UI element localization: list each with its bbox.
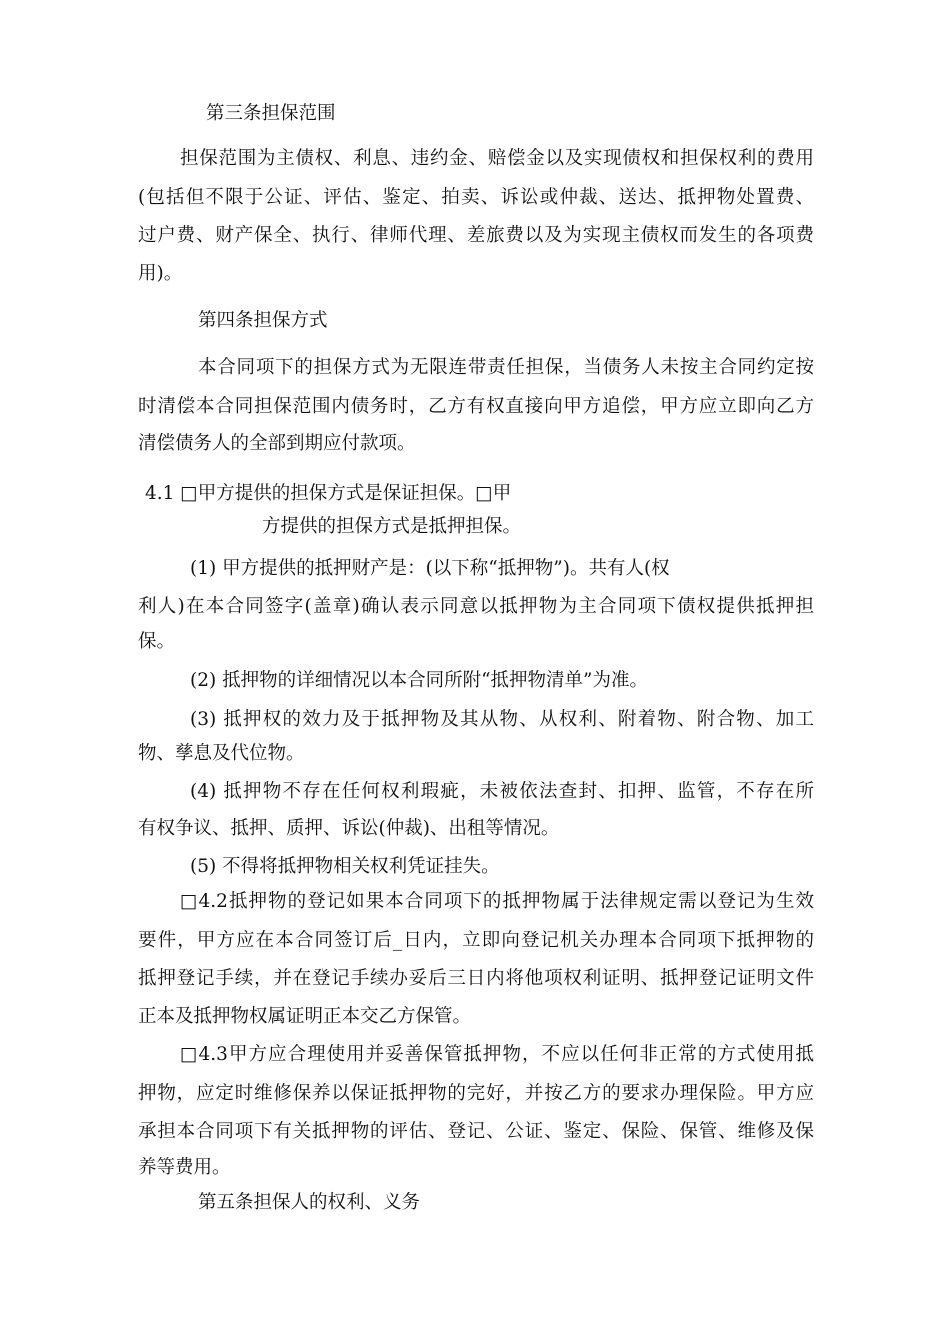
section-3-line: 担保范围为主债权、利息、违约金、赔偿金以及实现债权和担保权利的费用 bbox=[180, 148, 814, 169]
item-2-line: (2) 抵押物的详细情况以本合同所附“抵押物清单”为准。 bbox=[190, 670, 649, 691]
clause-4-1-line: 方提供的担保方式是抵押担保。 bbox=[262, 516, 522, 537]
clause-4-3-line: 押物，应定时维修保养以保证抵押物的完好，并按乙方的要求办理保险。甲方应 bbox=[138, 1083, 814, 1104]
section-4-paragraph-line: 本合同项下的担保方式为无限连带责任担保，当债务人未按主合同约定按 bbox=[198, 357, 814, 378]
item-5-line: (5) 不得将抵押物相关权利凭证挂失。 bbox=[190, 856, 500, 877]
clause-4-2-line: 抵押登记手续，并在登记手续办妥后三日内将他项权利证明、抵押登记证明文件 bbox=[138, 968, 814, 989]
section-3-line: 过户费、财产保全、执行、律师代理、差旅费以及为实现主债权而发生的各项费 bbox=[138, 225, 814, 246]
section-4-heading: 第四条担保方式 bbox=[198, 310, 328, 331]
clause-4-2-line: 要件，甲方应在本合同签订后_日内，立即向登记机关办理本合同项下抵押物的 bbox=[138, 930, 814, 951]
item-1-line: 利人)在本合同签字(盖章)确认表示同意以抵押物为主合同项下债权提供抵押担 bbox=[138, 596, 814, 617]
clause-4-1-line: 4.1 □甲方提供的担保方式是保证担保。□甲 bbox=[145, 483, 512, 504]
section-3-heading: 第三条担保范围 bbox=[206, 103, 336, 124]
clause-4-3-line: 养等费用。 bbox=[138, 1157, 231, 1178]
item-3-line: (3) 抵押权的效力及于抵押物及其从物、从权利、附着物、附合物、加工 bbox=[190, 709, 814, 730]
item-4-line: 有权争议、抵押、质押、诉讼(仲裁)、出租等情况。 bbox=[138, 818, 560, 839]
section-3-line: 用)。 bbox=[138, 263, 183, 284]
section-3-line: (包括但不限于公证、评估、鉴定、拍卖、诉讼或仲裁、送达、抵押物处置费、 bbox=[138, 187, 814, 208]
section-5-heading: 第五条担保人的权利、义务 bbox=[198, 1192, 421, 1213]
section-4-paragraph-line: 清偿债务人的全部到期应付款项。 bbox=[138, 433, 416, 454]
item-3-line: 物、孳息及代位物。 bbox=[138, 743, 305, 764]
clause-4-3-line: 承担本合同项下有关抵押物的评估、登记、公证、鉴定、保险、保管、维修及保 bbox=[138, 1121, 814, 1142]
section-4-paragraph-line: 时清偿本合同担保范围内债务时，乙方有权直接向甲方追偿，甲方应立即向乙方 bbox=[138, 396, 814, 417]
clause-4-3-line: □4.3甲方应合理使用并妥善保管抵押物，不应以任何非正常的方式使用抵 bbox=[180, 1044, 814, 1065]
item-4-line: (4) 抵押物不存在任何权利瑕疵，未被依法查封、扣押、监管，不存在所 bbox=[190, 781, 814, 802]
clause-4-2-line: □4.2抵押物的登记如果本合同项下的抵押物属于法律规定需以登记为生效 bbox=[180, 891, 814, 912]
item-1-line: 保。 bbox=[138, 631, 176, 652]
item-1-line: (1) 甲方提供的抵押财产是：(以下称“抵押物”)。共有人(权 bbox=[190, 558, 670, 579]
clause-4-2-line: 正本及抵押物权属证明正本交乙方保管。 bbox=[138, 1006, 472, 1027]
